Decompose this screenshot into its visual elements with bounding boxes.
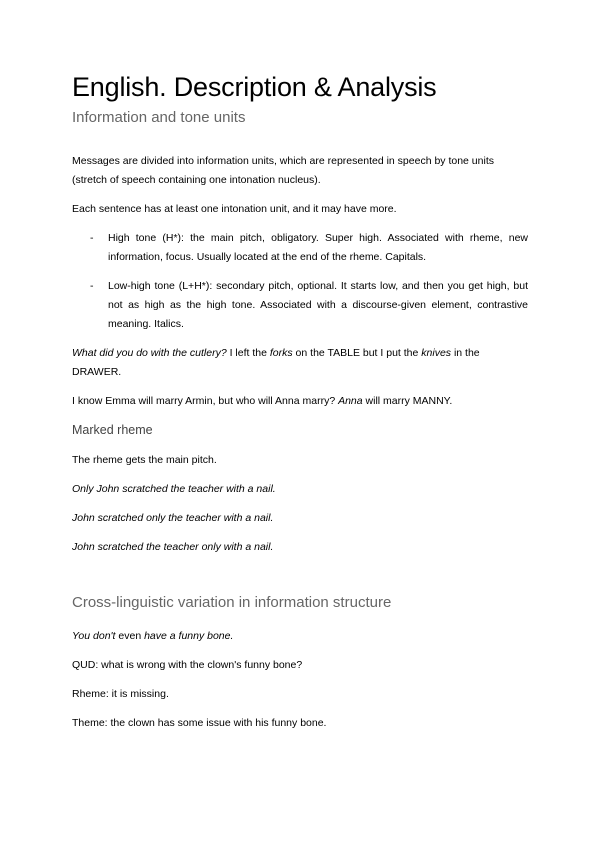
qud-paragraph: QUD: what is wrong with the clown's funny bone? — [72, 659, 303, 671]
document-title: English. Description & Analysis — [72, 72, 437, 102]
marked-example-3: John scratched the teacher only with a nail. — [72, 541, 274, 553]
dash-bullet: - — [90, 280, 94, 292]
intro-paragraph-1: Messages are divided into information units, which are represented in speech by tone units (stretch of speech containing one intonation nucleus). — [72, 155, 494, 186]
example-text: will marry MANNY. — [362, 395, 453, 407]
example-text: even — [115, 630, 145, 642]
list-item-text: High tone (H*): the main pitch, obligatory. Super high. Associated with rheme, new information, focus. Usually located at the end of the rheme. Capitals. — [108, 232, 528, 263]
section-subtitle: Information and tone units — [72, 109, 246, 126]
funny-bone-example — [72, 627, 528, 646]
example-italic: have a funny bone. — [144, 630, 234, 642]
dash-bullet: - — [90, 232, 94, 244]
rheme-paragraph: Rheme: it is missing. — [72, 688, 169, 700]
example-text: I left the — [226, 347, 270, 359]
example-question: What did you do with the cutlery? — [72, 347, 227, 359]
list-item-text: Low-high tone (L+H*): secondary pitch, optional. It starts low, and then you get high, but not as high as the high tone. Associated with a discourse-given element, contrastive meaning. Italics. — [108, 280, 528, 330]
document-page — [72, 70, 528, 743]
example-knives: knives — [421, 347, 452, 359]
example-cutlery — [72, 344, 528, 382]
marked-example-1: Only John scratched the teacher with a nail. — [72, 483, 276, 495]
example-italic: You don't — [72, 630, 116, 642]
marked-rheme-heading: Marked rheme — [72, 423, 153, 437]
theme-paragraph: Theme: the clown has some issue with his funny bone. — [72, 717, 327, 729]
example-text: I know Emma will marry Armin, but who will Anna marry? — [72, 395, 339, 407]
list-item — [72, 277, 528, 334]
marked-example-2: John scratched only the teacher with a nail. — [72, 512, 274, 524]
example-forks: forks — [269, 347, 293, 359]
intro-paragraph-2: Each sentence has at least one intonation unit, and it may have more. — [72, 203, 397, 215]
example-text: on the TABLE but I put the — [292, 347, 422, 359]
marked-rheme-paragraph: The rheme gets the main pitch. — [72, 454, 217, 466]
cross-linguistic-heading: Cross-linguistic variation in information structure — [72, 594, 392, 611]
example-anna — [72, 392, 528, 411]
tone-list — [72, 229, 528, 334]
example-anna-italic: Anna — [338, 395, 363, 407]
example-text: in the DRAWER. — [72, 347, 480, 378]
list-item — [72, 229, 528, 267]
